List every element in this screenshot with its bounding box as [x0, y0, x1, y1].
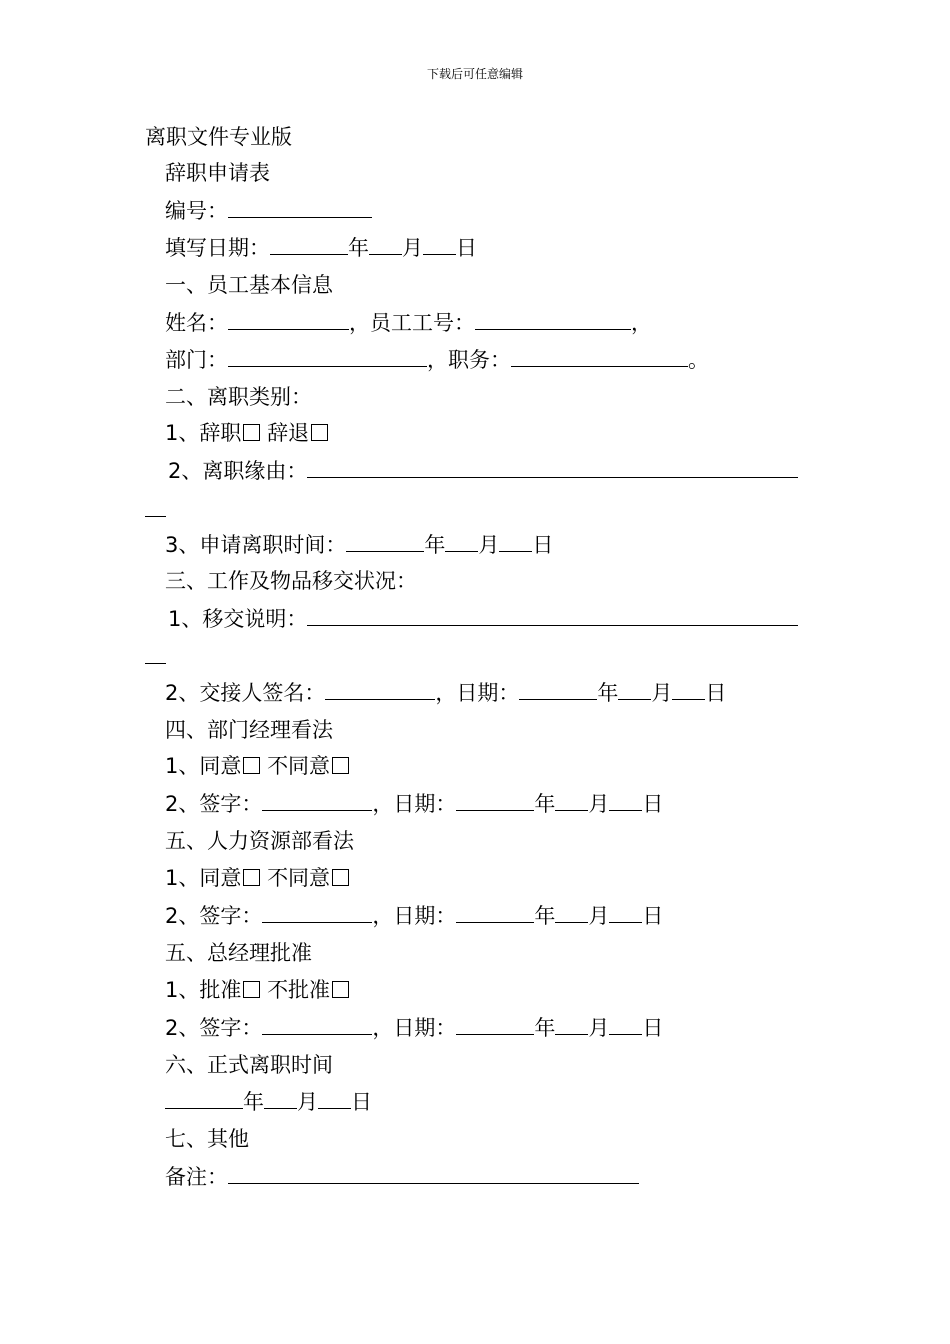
handover-sign-row: [165, 678, 726, 707]
section-2-title: 二、离职类别：: [165, 385, 312, 409]
handover-day-blank[interactable]: [672, 678, 705, 700]
year-label: 年: [597, 681, 619, 705]
separator: ，: [349, 311, 370, 335]
apply-date-row: [165, 530, 553, 559]
separator: ，: [372, 792, 394, 816]
manager-agree-checkbox[interactable]: [243, 757, 260, 774]
month-label: 月: [588, 792, 610, 816]
hr-month-blank[interactable]: [555, 901, 588, 923]
apply-day-blank[interactable]: [499, 530, 532, 552]
leave-type-row: [165, 419, 328, 447]
disagree-label: 不同意: [267, 754, 331, 778]
date-label: 日期：: [393, 904, 457, 928]
agree-label: 同意: [199, 754, 242, 778]
gm-disapprove-checkbox[interactable]: [332, 981, 349, 998]
leave-reason-blank-continued[interactable]: [145, 495, 166, 517]
number-blank[interactable]: [228, 196, 372, 218]
item-prefix: 1、: [165, 754, 200, 778]
handover-sign-blank[interactable]: [325, 678, 435, 700]
separator: ，: [435, 681, 457, 705]
final-month-blank[interactable]: [264, 1087, 297, 1109]
fill-date-label: 填写日期：: [165, 236, 270, 260]
dismiss-checkbox[interactable]: [311, 424, 328, 441]
month-label: 月: [651, 681, 673, 705]
hr-agree-checkbox[interactable]: [243, 869, 260, 886]
sign-label: 2、签字：: [165, 904, 263, 928]
section-3-title: 三、工作及物品移交状况：: [165, 569, 417, 593]
day-label: 日: [705, 681, 727, 705]
year-label: 年: [243, 1090, 264, 1114]
fill-day-blank[interactable]: [423, 233, 456, 255]
manager-sign-row: [165, 789, 663, 818]
apply-year-blank[interactable]: [346, 530, 424, 552]
section-7-title: 六、正式离职时间: [165, 1053, 333, 1077]
remark-blank[interactable]: [228, 1162, 639, 1184]
month-label: 月: [588, 904, 610, 928]
item-prefix: 1、: [165, 978, 200, 1002]
handover-note-blank[interactable]: [307, 604, 798, 626]
manager-disagree-checkbox[interactable]: [332, 757, 349, 774]
leave-reason-label: 2、离职缘由：: [168, 459, 308, 483]
name-label: 姓名：: [165, 311, 228, 335]
year-label: 年: [534, 792, 556, 816]
hr-disagree-checkbox[interactable]: [332, 869, 349, 886]
gm-approve-checkbox[interactable]: [243, 981, 260, 998]
resign-label: 辞职: [199, 421, 242, 445]
gm-sign-blank[interactable]: [262, 1013, 372, 1035]
leave-reason-continuation: [145, 495, 166, 524]
gm-day-blank[interactable]: [609, 1013, 642, 1035]
day-label: 日: [642, 1016, 664, 1040]
form-title: 辞职申请表: [165, 161, 270, 185]
date-label: 日期：: [456, 681, 520, 705]
apply-month-blank[interactable]: [445, 530, 478, 552]
date-label: 日期：: [393, 792, 457, 816]
final-date-row: [165, 1087, 372, 1116]
position-label: 职务：: [448, 348, 511, 372]
dept-row: [165, 345, 709, 374]
separator: ，: [631, 311, 652, 335]
gm-month-blank[interactable]: [555, 1013, 588, 1035]
manager-opinion-row: [165, 752, 349, 780]
day-label: 日: [351, 1090, 372, 1114]
final-day-blank[interactable]: [318, 1087, 351, 1109]
handover-note-blank-continued[interactable]: [145, 642, 166, 664]
gm-year-blank[interactable]: [456, 1013, 534, 1035]
manager-year-blank[interactable]: [456, 789, 534, 811]
manager-month-blank[interactable]: [555, 789, 588, 811]
section-6-title: 五、总经理批准: [165, 941, 312, 965]
department-blank[interactable]: [228, 345, 427, 367]
apply-date-label: 3、申请离职时间：: [165, 533, 347, 557]
remark-label: 备注：: [165, 1165, 228, 1189]
year-label: 年: [348, 236, 369, 260]
item-prefix: 1、: [165, 421, 200, 445]
document-title: 离职文件专业版: [145, 125, 292, 149]
separator: ，: [427, 348, 448, 372]
sign-label: 2、签字：: [165, 1016, 263, 1040]
number-label: 编号：: [165, 199, 228, 223]
manager-sign-blank[interactable]: [262, 789, 372, 811]
day-label: 日: [642, 792, 664, 816]
year-label: 年: [424, 533, 446, 557]
final-year-blank[interactable]: [165, 1087, 243, 1109]
separator: ，: [372, 1016, 394, 1040]
hr-year-blank[interactable]: [456, 901, 534, 923]
number-row: [165, 196, 372, 225]
handover-year-blank[interactable]: [519, 678, 597, 700]
day-label: 日: [532, 533, 554, 557]
hr-sign-blank[interactable]: [262, 901, 372, 923]
section-8-title: 七、其他: [165, 1127, 249, 1151]
month-label: 月: [402, 236, 423, 260]
employee-number-label: 员工工号：: [370, 311, 475, 335]
date-label: 日期：: [393, 1016, 457, 1040]
employee-number-blank[interactable]: [475, 308, 631, 330]
hr-day-blank[interactable]: [609, 901, 642, 923]
page-header-note: 下载后可任意编辑: [426, 67, 523, 81]
separator: ，: [372, 904, 394, 928]
position-blank[interactable]: [511, 345, 688, 367]
hr-opinion-row: [165, 864, 349, 892]
handover-note-continuation: [145, 642, 166, 671]
fill-month-blank[interactable]: [369, 233, 402, 255]
section-1-title: 一、员工基本信息: [165, 273, 333, 297]
gm-approval-row: [165, 976, 349, 1004]
department-label: 部门：: [165, 348, 228, 372]
disapprove-label: 不批准: [267, 978, 331, 1002]
remark-row: [165, 1162, 639, 1191]
year-label: 年: [534, 904, 556, 928]
gm-sign-row: [165, 1013, 663, 1042]
hr-sign-row: [165, 901, 663, 930]
handover-note-row: [168, 604, 798, 633]
handover-sign-label: 2、交接人签名：: [165, 681, 326, 705]
fill-date-row: [165, 233, 477, 262]
name-row: [165, 308, 652, 337]
handover-note-label: 1、移交说明：: [168, 607, 308, 631]
month-label: 月: [588, 1016, 610, 1040]
resign-checkbox[interactable]: [243, 424, 260, 441]
manager-day-blank[interactable]: [609, 789, 642, 811]
leave-reason-row: [168, 456, 798, 485]
year-label: 年: [534, 1016, 556, 1040]
period: 。: [688, 348, 709, 372]
name-blank[interactable]: [228, 308, 349, 330]
item-prefix: 1、: [165, 866, 200, 890]
fill-year-blank[interactable]: [270, 233, 348, 255]
month-label: 月: [297, 1090, 318, 1114]
dismiss-label: 辞退: [267, 421, 310, 445]
leave-reason-blank[interactable]: [307, 456, 798, 478]
day-label: 日: [642, 904, 664, 928]
approve-label: 批准: [199, 978, 242, 1002]
section-4-title: 四、部门经理看法: [165, 718, 333, 742]
sign-label: 2、签字：: [165, 792, 263, 816]
handover-month-blank[interactable]: [618, 678, 651, 700]
agree-label: 同意: [199, 866, 242, 890]
month-label: 月: [478, 533, 500, 557]
day-label: 日: [456, 236, 477, 260]
disagree-label: 不同意: [267, 866, 331, 890]
section-5-title: 五、人力资源部看法: [165, 829, 354, 853]
